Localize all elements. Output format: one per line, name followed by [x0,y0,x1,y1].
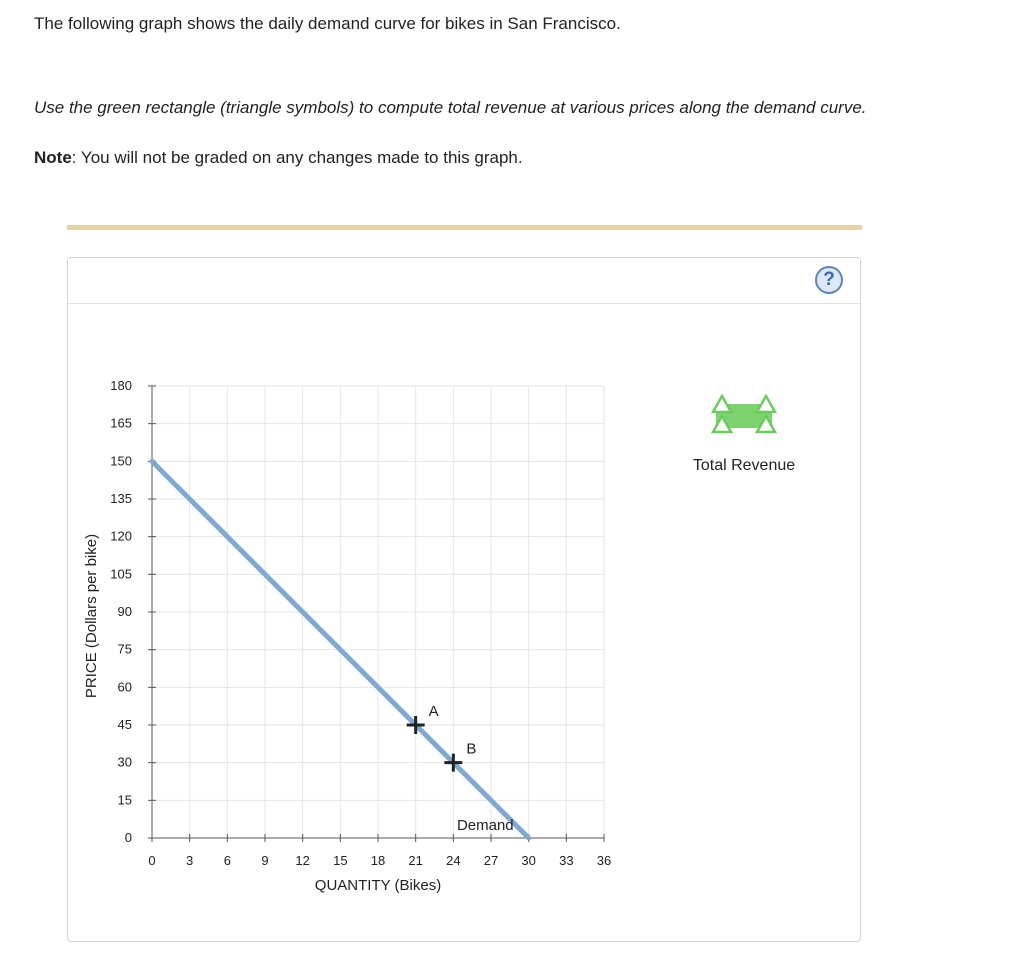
point-label: A [428,703,439,720]
legend [693,396,795,474]
y-tick-label: 105 [110,566,132,582]
note-body: : You will not be graded on any changes made to this graph. [71,148,523,167]
y-tick-label: 180 [110,378,132,393]
y-tick-label: 0 [124,830,132,845]
x-axis-title: QUANTITY (Bikes) [314,877,442,894]
y-tick-label: 30 [117,754,132,770]
y-tick-label: 60 [117,679,132,695]
legend-label-total-revenue: Total Revenue [692,457,796,474]
x-tick-label: 3 [186,853,194,868]
x-tick-label: 15 [333,853,348,868]
y-tick-label: 165 [110,415,132,431]
y-tick-label: 45 [117,717,132,732]
x-tick-label: 33 [559,853,574,868]
y-tick-label: 120 [110,528,132,544]
grid [152,386,604,838]
note-label: Note [34,148,72,167]
x-tick-label: 18 [370,853,386,868]
help-icon[interactable]: ? [815,266,843,294]
x-tick-label: 9 [261,853,269,868]
x-tick-label: 21 [408,853,423,868]
y-tick-label: 150 [110,453,132,469]
x-tick-label: 36 [596,853,612,868]
x-tick-label: 27 [483,853,499,868]
x-tick-label: 0 [148,853,156,868]
y-tick-label: 75 [117,641,132,657]
intro-text: The following graph shows the daily demand curve for bikes in San Francisco. [34,14,621,33]
y-tick-label: 90 [117,604,132,619]
instruction-text: Use the green rectangle (triangle symbols) to compute total revenue at various prices along the demand curve. [34,98,867,117]
y-axis-title: PRICE (Dollars per bike) [83,533,100,699]
x-tick-label: 6 [223,853,231,868]
y-tick-label: 135 [110,491,132,506]
axes [83,378,611,894]
points [407,703,477,772]
demand-label: Demand [456,817,514,834]
x-tick-label: 30 [521,853,536,868]
x-tick-label: 24 [446,853,461,868]
point-label: B [466,740,477,758]
y-tick-label: 15 [117,792,132,808]
x-tick-label: 12 [295,853,310,868]
